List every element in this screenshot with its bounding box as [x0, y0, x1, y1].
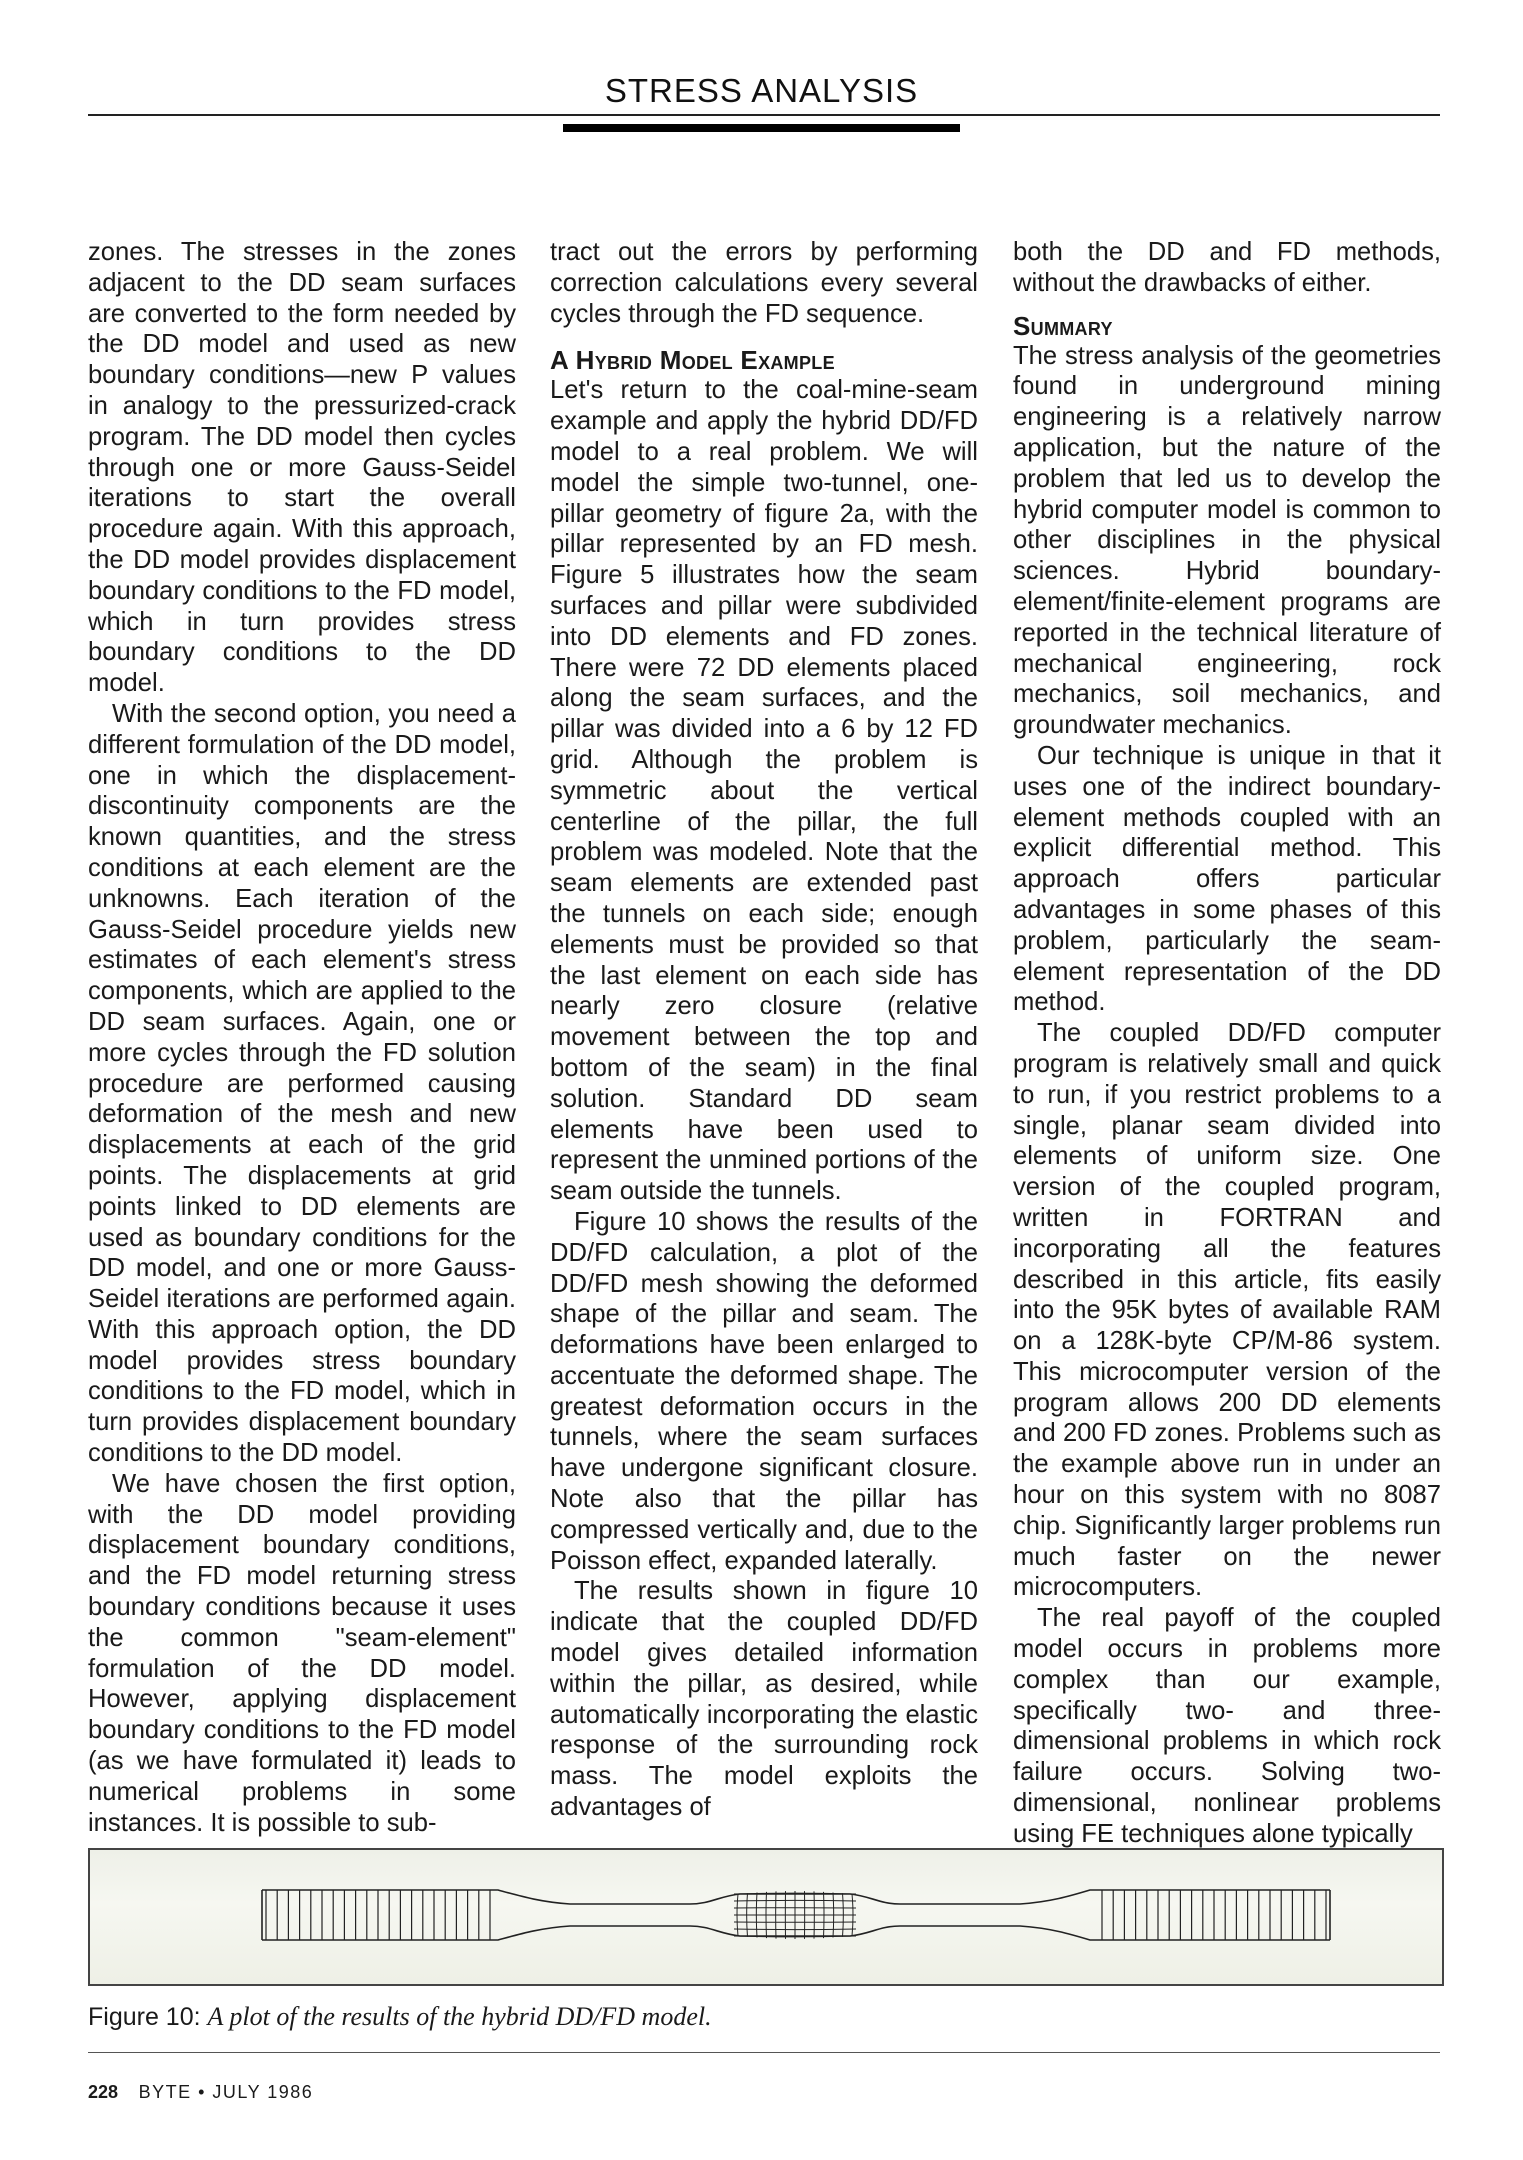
section-heading: Summary [1013, 310, 1113, 341]
header-bar [563, 124, 960, 132]
paragraph: tract out the errors by performing correction calculations every several cycles through the FD sequence. [550, 238, 978, 328]
figure-caption [88, 2002, 712, 2032]
page-footer [88, 2082, 313, 2103]
column-1 [88, 237, 516, 1838]
paragraph: We have chosen the first option, with the DD model providing displacement boundary conditions, and the FD model returning stress boundary conditions because it uses the common "seam-element" formulation of the DD model. However, applying displacement boundary conditions to the FD model (as we have formulated it) leads to numerical problems in some instances. It is possible to sub- [88, 1469, 516, 1837]
header-rule [88, 114, 1440, 116]
paragraph: zones. The stresses in the zones adjacent to the DD seam surfaces are converted to the form needed by the DD model and used as new boundary conditions—new P values in analogy to the pressurized-crack program. The DD model then cycles through one or more Gauss-Seidel iterations to start the overall procedure again. With this approach, the DD model provides displacement boundary conditions to the FD model, which in turn provides stress boundary conditions to the DD model. [88, 238, 516, 698]
figure-label: Figure 10: [88, 2003, 201, 2031]
paragraph: Let's return to the coal-mine-seam example and apply the hybrid DD/FD model to a real problem. We will model the simple two-tunnel, one-pillar geometry of figure 2a, with the pillar represented by an FD mesh. Figure 5 illustrates how the seam surfaces and pillar were subdivided into DD elements and FD zones. There were 72 DD elements placed along the seam surfaces, and the pillar was divided into a 6 by 12 FD grid. Although the problem is symmetric about the vertical centerline of the pillar, the full problem was modeled. Note that the seam elements are extended past the tunnels on each side; enough elements must be provided so that the last element on each side has nearly zero closure (relative movement between the top and bottom of the seam) in the final solution. Standard DD seam elements have been used to represent the unmined portions of the seam outside the tunnels. [550, 376, 978, 1206]
paragraph: Our technique is unique in that it uses one of the indirect boundary-element methods coupled with an explicit differential method. This approach offers particular advantages in some phases of this problem, particularly the seam-element representation of the DD method. [1013, 741, 1441, 1017]
paragraph: The coupled DD/FD computer program is relatively small and quick to run, if you restrict problems to a single, planar seam divided into elements of uniform size. One version of the coupled program, written in FORTRAN and incorporating all the features described in this article, fits easily into the 95K bytes of available RAM on a 128K-byte CP/M-86 system. This microcomputer version of the program allows 200 DD elements and 200 FD zones. Problems such as the example above run in under an hour on this system with no 8087 chip. Significantly larger problems run much faster on the newer microcomputers. [1013, 1019, 1441, 1602]
column-3 [1013, 237, 1441, 1876]
paragraph: With the second option, you need a different formulation of the DD model, one in which the displacement-discontinuity components are the known quantities, and the stress conditions at each element are the unknowns. Each iteration of the Gauss-Seidel procedure yields new estimates of each element's stress components, which are applied to the DD seam surfaces. Again, one or more cycles through the FD solution procedure are performed causing deformation of the mesh and new displacements at each of the grid points. The displacements at grid points linked to DD elements are used as boundary conditions for the DD model, and one or more Gauss-Seidel iterations are performed again. With this approach option, the DD model provides stress boundary conditions to the FD model, which in turn provides displacement boundary conditions to the DD model. [88, 699, 516, 1468]
section-heading: A Hybrid Model Example [550, 345, 835, 376]
paragraph: The stress analysis of the geometries found in underground mining engineering is a relatively narrow application, but the nature of the problem that led us to develop the hybrid computer model is common to other disciplines in the physical sciences. Hybrid boundary-element/finite-element programs are reported in the technical literature of mechanical engineering, rock mechanics, soil mechanics, and groundwater mechanics. [1013, 341, 1441, 740]
page-number: 228 [88, 2082, 119, 2102]
figure-caption-text: A plot of the results of the hybrid DD/FD model. [207, 2002, 712, 2031]
column-2 [550, 237, 978, 1823]
mesh-plot [90, 1850, 1442, 1984]
footer-bullet: • [198, 2082, 213, 2102]
paragraph: The results shown in figure 10 indicate that the coupled DD/FD model gives detailed information within the pillar, as desired, while automatically incorporating the elastic response of the surrounding rock mass. The model exploits the advantages of [550, 1577, 978, 1822]
section-title: STRESS ANALYSIS [604, 72, 919, 109]
figure-10 [88, 1848, 1444, 1986]
issue-date: JULY 1986 [212, 2082, 314, 2102]
paragraph: Figure 10 shows the results of the DD/FD calculation, a plot of the DD/FD mesh showing the deformed shape of the pillar and seam. The deformations have been enlarged to accentuate the deformed shape. The greatest deformation occurs in the tunnels, where the seam surfaces have undergone significant closure. Note also that the pillar has compressed vertically and, due to the Poisson effect, expanded laterally. [550, 1207, 978, 1575]
magazine-name: BYTE [138, 2082, 192, 2102]
paragraph: The real payoff of the coupled model occurs in problems more complex than our example, specifically two- and three-dimensional problems in which rock failure occurs. Solving two-dimensional, nonlinear problems using FE techniques alone typically [1013, 1604, 1441, 1848]
caption-rule [88, 2052, 1440, 2053]
paragraph: both the DD and FD methods, without the drawbacks of either. [1013, 238, 1441, 297]
